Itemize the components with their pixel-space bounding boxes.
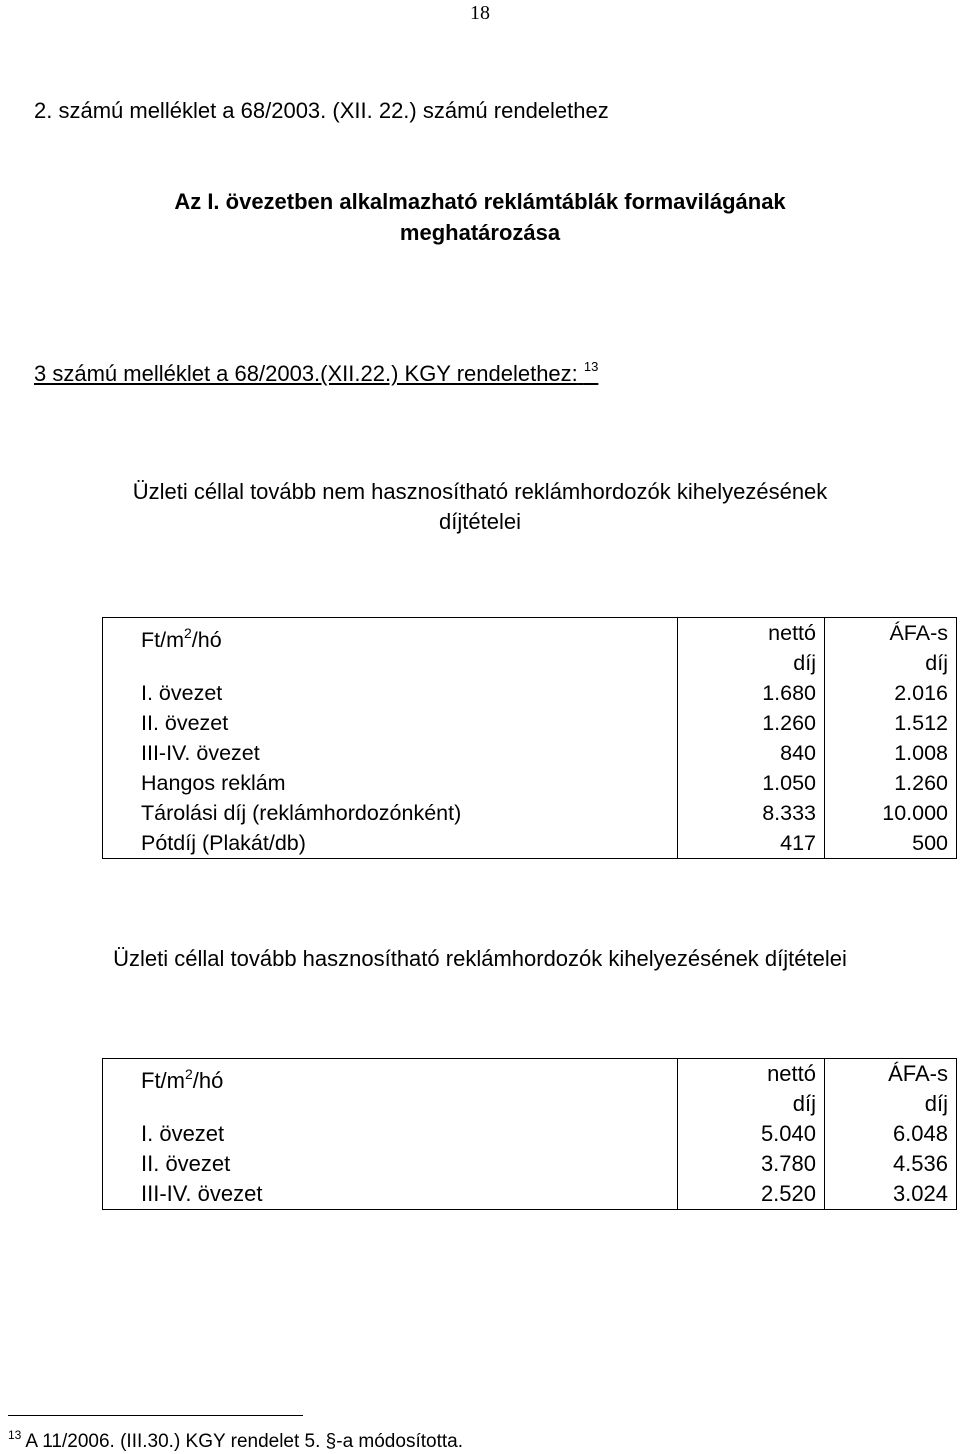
footnote-number: 13: [8, 1428, 22, 1442]
vat-fee: 3.024: [825, 1179, 957, 1210]
vat-fee: 4.536: [825, 1149, 957, 1179]
zone-label: I. övezet: [103, 1119, 678, 1149]
net-fee: 417: [678, 828, 825, 859]
vat-fee-header: ÁFA-s díj: [825, 1059, 957, 1120]
net-fee-header: nettó díj: [678, 1059, 825, 1120]
table-header-row: [103, 1059, 957, 1120]
vat-fee: 1.008: [825, 738, 957, 768]
fee-table-commercial: [102, 1058, 957, 1210]
section-2-heading: Üzleti céllal tovább hasznosítható reklámhordozók kihelyezésének díjtételei: [113, 946, 847, 971]
vat-fee: 500: [825, 828, 957, 859]
zone-label: III-IV. övezet: [103, 738, 678, 768]
table-header-row: [103, 618, 957, 679]
table-row: [103, 828, 957, 859]
section-1-heading-line-2: díjtételei: [439, 509, 521, 534]
table-row: [103, 738, 957, 768]
table-row: [103, 768, 957, 798]
net-fee: 2.520: [678, 1179, 825, 1210]
annex-3-line: [34, 359, 598, 387]
vat-fee: 10.000: [825, 798, 957, 828]
annex-3-text: 3 számú melléklet a 68/2003.(XII.22.) KGY rendelethez:: [34, 361, 578, 386]
table-row: [103, 678, 957, 708]
vat-fee: 2.016: [825, 678, 957, 708]
net-fee-header: nettó díj: [678, 618, 825, 679]
net-fee: 1.050: [678, 768, 825, 798]
net-fee: 1.260: [678, 708, 825, 738]
footnote-ref[interactable]: 13: [583, 359, 599, 374]
net-fee: 3.780: [678, 1149, 825, 1179]
zone-label: Tárolási díj (reklámhordozónként): [103, 798, 678, 828]
table-row: [103, 1119, 957, 1149]
vat-fee: 1.260: [825, 768, 957, 798]
net-fee: 840: [678, 738, 825, 768]
vat-fee: 6.048: [825, 1119, 957, 1149]
annex-line: 2. számú melléklet a 68/2003. (XII. 22.) számú rendelethez: [34, 98, 609, 123]
zone-label: Pótdíj (Plakát/db): [103, 828, 678, 859]
document-title: [0, 186, 960, 248]
footnote-text: A 11/2006. (III.30.) KGY rendelet 5. §-a módosította.: [25, 1431, 463, 1452]
section-1-heading: [0, 477, 960, 537]
unit-header: $Ft/m^2/hó$: [103, 618, 678, 679]
footnote: [8, 1428, 463, 1453]
zone-label: II. övezet: [103, 708, 678, 738]
section-1-heading-line-1: Üzleti céllal tovább nem hasznosítható reklámhordozók kihelyezésének: [132, 479, 828, 504]
fee-table-non-commercial: [102, 617, 957, 859]
table-row: [103, 708, 957, 738]
title-line-1: Az I. övezetben alkalmazható reklámtáblák formavilágának: [174, 189, 786, 214]
page-number: 18: [470, 2, 490, 24]
table-row: [103, 1179, 957, 1210]
vat-fee-header: ÁFA-s díj: [825, 618, 957, 679]
vat-fee: 1.512: [825, 708, 957, 738]
zone-label: II. övezet: [103, 1149, 678, 1179]
net-fee: 8.333: [678, 798, 825, 828]
table-row: [103, 798, 957, 828]
zone-label: Hangos reklám: [103, 768, 678, 798]
title-line-2: meghatározása: [399, 220, 561, 245]
zone-label: III-IV. övezet: [103, 1179, 678, 1210]
table-row: [103, 1149, 957, 1179]
zone-label: I. övezet: [103, 678, 678, 708]
unit-header: $Ft/m^2/hó$: [103, 1059, 678, 1120]
net-fee: 1.680: [678, 678, 825, 708]
footnote-separator: [8, 1415, 303, 1416]
net-fee: 5.040: [678, 1119, 825, 1149]
